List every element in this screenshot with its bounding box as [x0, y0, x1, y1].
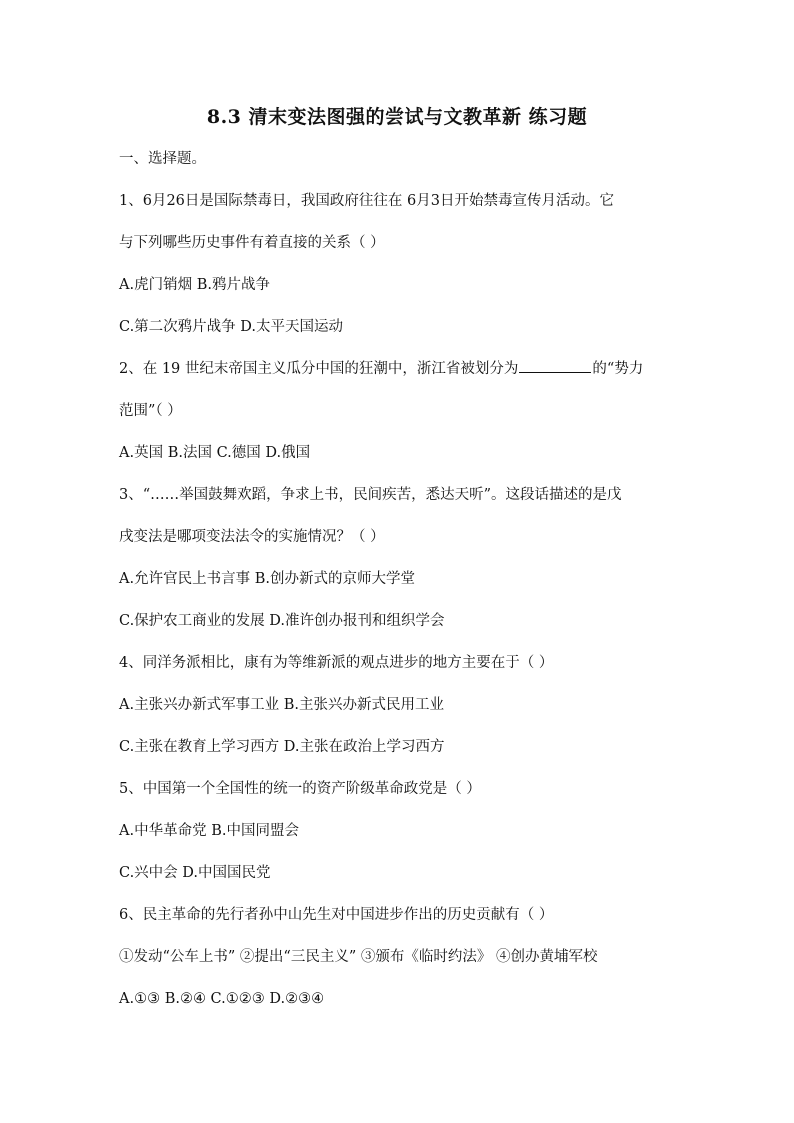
- question-3-options-2: C.保护农工商业的发展 D.准许创办报刊和组织学会: [119, 613, 445, 629]
- question-1-options-1: A.虎门销烟 B.鸦片战争: [119, 277, 270, 293]
- document-title: 8.3 清末变法图强的尝试与文教革新 练习题: [206, 106, 588, 128]
- question-1-line-2: 与下列哪些历史事件有着直接的关系（ ）: [119, 235, 385, 251]
- question-5-options-2: C.兴中会 D.中国国民党: [119, 865, 271, 881]
- question-2-line-1: [119, 357, 679, 399]
- question-4-line-1: 4、同洋务派相比，康有为等维新派的观点进步的地方主要在于（ ）: [119, 655, 554, 671]
- question-3-line-1: 3、“……举国鼓舞欢蹈，争求上书，民间疾苦，悉达天听”。这段话描述的是戊: [119, 487, 622, 503]
- question-6-line-1: 6、民主革命的先行者孙中山先生对中国进步作出的历史贡献有（ ）: [119, 907, 554, 923]
- section-heading: 一、选择题。: [119, 151, 206, 167]
- question-2-line-2: 范围”（ ）: [119, 403, 182, 419]
- question-list: [119, 147, 679, 1029]
- question-4-options-2: C.主张在教育上学习西方 D.主张在政治上学习西方: [119, 739, 445, 755]
- question-6-options-1: A.①③ B.②④ C.①②③ D.②③④: [119, 991, 325, 1007]
- question-2-text-after-blank: 的“势力: [592, 361, 644, 377]
- question-2-options-1: A.英国 B.法国 C.德国 D.俄国: [119, 445, 311, 461]
- question-2-text-before-blank: 2、在 19 世纪末帝国主义瓜分中国的狂潮中，浙江省被划分为: [119, 361, 519, 377]
- question-5-options-1: A.中华革命党 B.中国同盟会: [119, 823, 299, 839]
- question-5-line-1: 5、中国第一个全国性的统一的资产阶级革命政党是（ ）: [119, 781, 481, 797]
- question-4-options-1: A.主张兴办新式军事工业 B.主张兴办新式民用工业: [119, 697, 444, 713]
- question-3-line-2: 戌变法是哪项变法法令的实施情况？（ ）: [119, 529, 385, 545]
- question-6-items: ①发动“公车上书” ②提出“三民主义” ③颁布《临时约法》 ④创办黄埔军校: [119, 949, 598, 965]
- answer-blank: [519, 358, 591, 373]
- question-3-options-1: A.允许官民上书言事 B.创办新式的京师大学堂: [119, 571, 415, 587]
- question-1-line-1: 1、6月26日是国际禁毒日，我国政府往往在 6月3日开始禁毒宣传月活动。它: [119, 193, 614, 209]
- question-1-options-2: C.第二次鸦片战争 D.太平天国运动: [119, 319, 344, 335]
